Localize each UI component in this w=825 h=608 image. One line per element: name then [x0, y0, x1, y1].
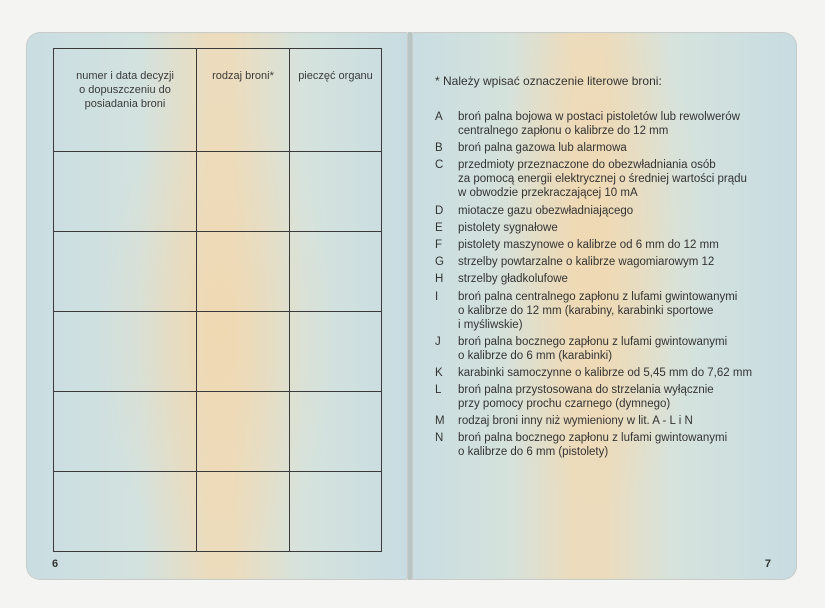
- legend-item: [435, 335, 775, 363]
- legend-item: [435, 141, 775, 155]
- footnote: * Należy wpisać oznaczenie literowe broni:: [435, 74, 662, 88]
- legend-letter: A: [435, 111, 443, 123]
- legend-description: rodzaj broni inny niż wymieniony w lit. A - L i N: [458, 415, 693, 428]
- legend-item: [435, 290, 775, 332]
- legend-description: broń palna przystosowana do strzelania wyłącznie przy pomocy prochu czarnego (dymnego): [458, 384, 714, 411]
- legend-item: [435, 204, 775, 218]
- left-page: [26, 32, 408, 580]
- legend-item: [435, 158, 775, 200]
- table-cell[interactable]: [197, 152, 290, 232]
- legend-description: przedmioty przeznaczone do obezwładniania osób za pomocą energii elektrycznej o średniej wartości prądu w obwodzie przekraczającej 10 mA: [458, 159, 747, 200]
- decision-table: [53, 48, 382, 552]
- legend-description: broń palna centralnego zapłonu z lufami gwintowanymi o kalibrze do 12 mm (karabiny, karabinki sportowe i myśliwskie): [458, 290, 738, 331]
- table-cell[interactable]: [54, 152, 197, 232]
- legend-letter: M: [435, 415, 445, 428]
- legend-letter: L: [435, 384, 442, 397]
- table-cell[interactable]: [290, 392, 382, 472]
- table-row: [54, 152, 382, 232]
- legend-letter: K: [435, 366, 443, 379]
- legend-description: pistolety sygnałowe: [458, 221, 558, 234]
- table-cell[interactable]: [290, 312, 382, 392]
- legend-item: [435, 110, 775, 138]
- legend-letter: G: [435, 256, 444, 269]
- table-cell[interactable]: [54, 392, 197, 472]
- legend-item: [435, 383, 775, 411]
- legend-item: [435, 431, 775, 459]
- table-cell[interactable]: [54, 232, 197, 312]
- legend-description: broń palna bocznego zapłonu z lufami gwintowanymi o kalibrze do 6 mm (pistolety): [458, 432, 728, 459]
- right-page: [412, 32, 797, 580]
- header-weapon-type: rodzaj broni*: [197, 49, 290, 152]
- legend-item: [435, 255, 775, 269]
- table-cell[interactable]: [197, 392, 290, 472]
- legend-letter: J: [435, 335, 441, 348]
- legend-letter: N: [435, 432, 444, 445]
- legend-letter: B: [435, 142, 443, 155]
- table-row: [54, 312, 382, 392]
- table-cell[interactable]: [197, 472, 290, 552]
- legend-description: miotacze gazu obezwładniającego: [458, 204, 634, 217]
- table-cell[interactable]: [54, 312, 197, 392]
- table-cell[interactable]: [197, 312, 290, 392]
- table-cell[interactable]: [290, 152, 382, 232]
- table-header-row: [54, 49, 382, 152]
- legend-item: [435, 238, 775, 252]
- page-number: 6: [52, 558, 59, 570]
- table-cell[interactable]: [197, 232, 290, 312]
- legend-letter: E: [435, 221, 443, 234]
- header-decision: numer i data decyzji o dopuszczeniu do posiadania broni: [54, 49, 197, 152]
- legend-letter: F: [435, 238, 443, 251]
- legend-description: karabinki samoczynne o kalibrze od 5,45 mm do 7,62 mm: [458, 366, 753, 379]
- legend-description: pistolety maszynowe o kalibrze od 6 mm do 12 mm: [458, 238, 719, 251]
- table-cell[interactable]: [290, 232, 382, 312]
- legend-item: [435, 366, 775, 380]
- legend-description: strzelby gładkolufowe: [458, 273, 568, 286]
- legend-item: [435, 414, 775, 428]
- table-row: [54, 392, 382, 472]
- legend-description: broń palna bojowa w postaci pistoletów lub rewolwerów centralnego zapłonu o kalibrze do 12 mm: [458, 111, 740, 137]
- table-row: [54, 232, 382, 312]
- legend-description: broń palna gazowa lub alarmowa: [458, 142, 627, 155]
- table-cell[interactable]: [290, 472, 382, 552]
- legend-description: strzelby powtarzalne o kalibrze wagomiarowym 12: [458, 256, 715, 269]
- legend-letter: D: [435, 204, 444, 217]
- header-stamp: pieczęć organu: [290, 49, 382, 152]
- weapon-type-legend: [435, 110, 775, 463]
- legend-description: broń palna bocznego zapłonu z lufami gwintowanymi o kalibrze do 6 mm (karabinki): [458, 335, 728, 362]
- table-cell[interactable]: [54, 472, 197, 552]
- table-row: [54, 472, 382, 552]
- legend-letter: C: [435, 159, 444, 172]
- legend-letter: H: [435, 273, 444, 286]
- legend-item: [435, 272, 775, 286]
- legend-letter: I: [435, 290, 439, 303]
- page-number: 7: [764, 558, 771, 570]
- legend-item: [435, 221, 775, 235]
